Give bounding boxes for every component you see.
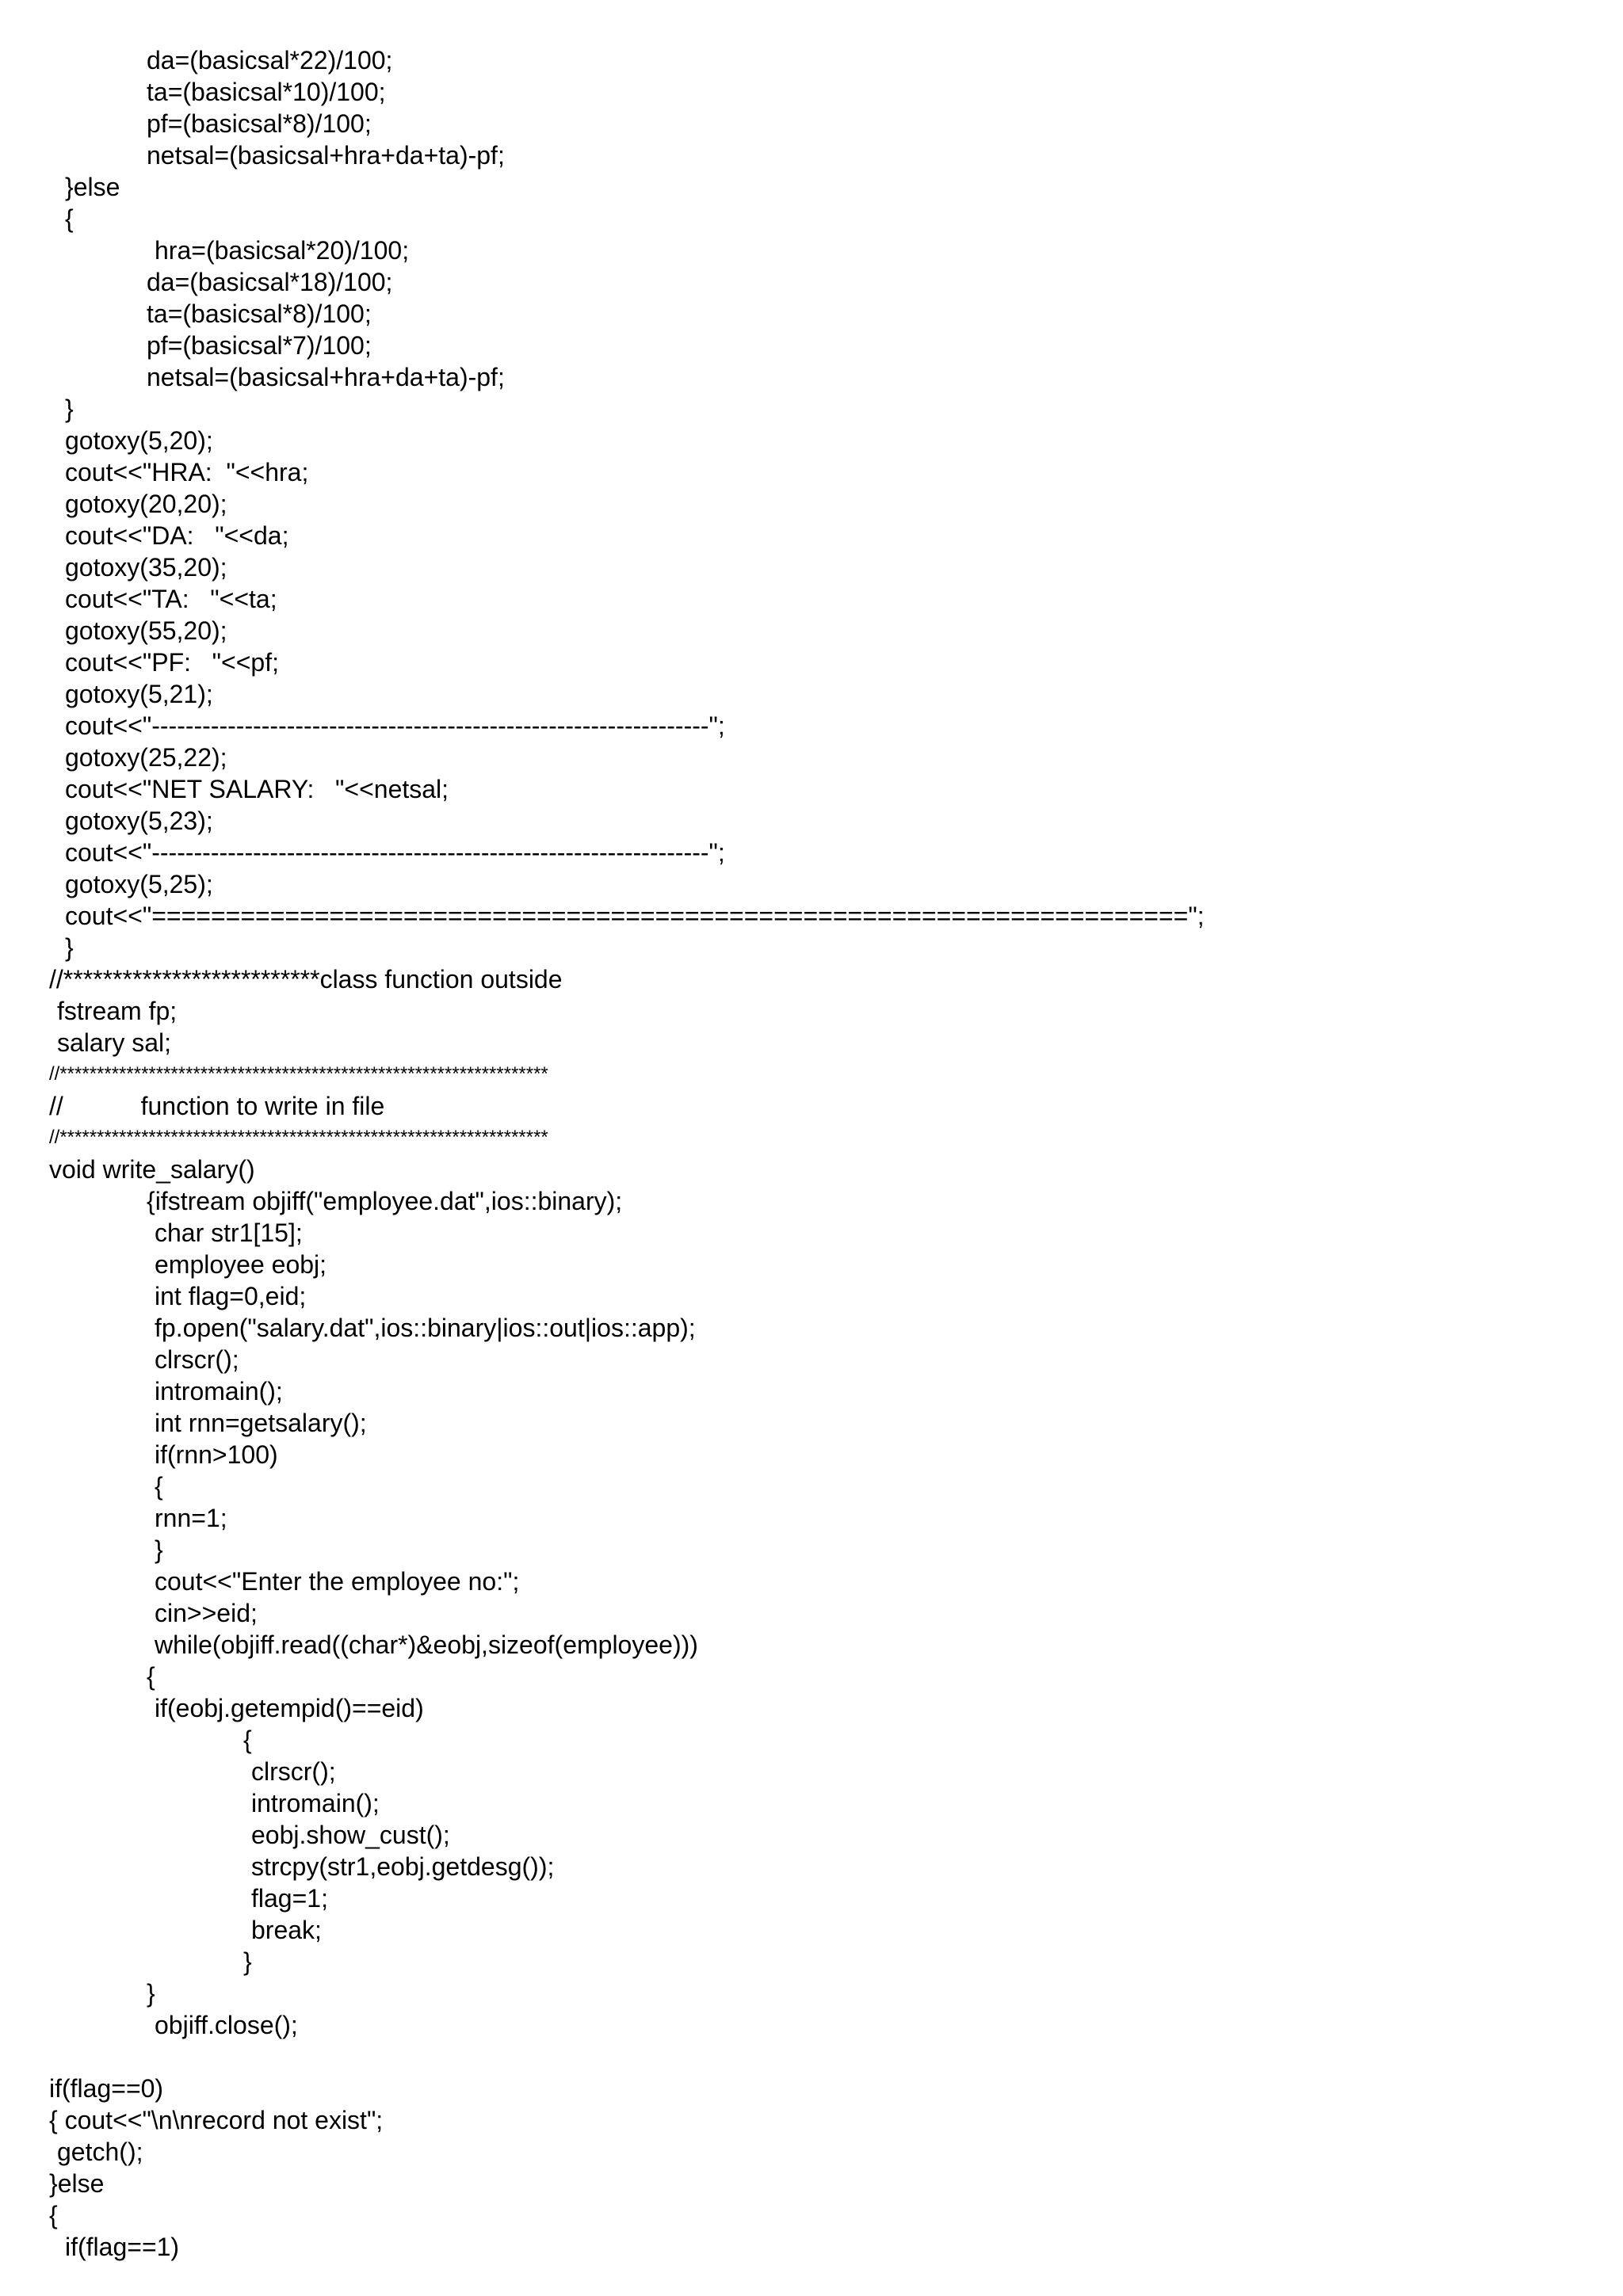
code-line xyxy=(0,1280,1623,1312)
code-text: da=(basicsal*22)/100; xyxy=(147,46,393,74)
code-line xyxy=(0,2231,1623,2263)
code-line xyxy=(0,2073,1623,2104)
code-line xyxy=(0,1312,1623,1344)
code-text: ta=(basicsal*8)/100; xyxy=(147,299,372,328)
code-line xyxy=(0,837,1623,868)
code-text: employee eobj; xyxy=(155,1250,327,1279)
code-text: pf=(basicsal*8)/100; xyxy=(147,109,372,138)
code-text: // function to write in file xyxy=(49,1092,385,1120)
code-line xyxy=(0,710,1623,742)
code-line xyxy=(0,139,1623,171)
code-text: clrscr(); xyxy=(251,1757,336,1786)
code-line xyxy=(0,488,1623,520)
code-text: cout<<"PF: "<<pf; xyxy=(65,648,279,677)
code-text: } xyxy=(65,933,74,962)
code-text: rnn=1; xyxy=(155,1504,227,1532)
code-text: intromain(); xyxy=(251,1789,380,1817)
code-line xyxy=(0,1217,1623,1249)
code-text: clrscr(); xyxy=(155,1345,239,1374)
code-line xyxy=(0,425,1623,456)
code-text: { xyxy=(65,204,74,233)
code-line xyxy=(0,1882,1623,1914)
code-text: netsal=(basicsal+hra+da+ta)-pf; xyxy=(147,141,505,170)
code-text: gotoxy(5,25); xyxy=(65,870,213,898)
code-line xyxy=(0,1185,1623,1217)
code-text: } xyxy=(155,1535,163,1564)
code-text: getch(); xyxy=(57,2138,143,2166)
code-text: gotoxy(5,20); xyxy=(65,426,213,455)
code-text: gotoxy(5,23); xyxy=(65,807,213,835)
code-line xyxy=(0,1724,1623,1756)
code-text: int rnn=getsalary(); xyxy=(155,1409,367,1437)
code-text: gotoxy(55,20); xyxy=(65,616,227,645)
code-line xyxy=(0,330,1623,361)
code-line xyxy=(0,1502,1623,1534)
code-line xyxy=(0,646,1623,678)
code-line xyxy=(0,1407,1623,1439)
code-text: pf=(basicsal*7)/100; xyxy=(147,331,372,360)
code-text: break; xyxy=(251,1916,322,1944)
code-text: netsal=(basicsal+hra+da+ta)-pf; xyxy=(147,363,505,391)
code-text: } xyxy=(243,1947,252,1976)
code-line xyxy=(0,773,1623,805)
code-line xyxy=(0,1756,1623,1787)
code-line xyxy=(0,1154,1623,1185)
code-text: flag=1; xyxy=(251,1884,328,1913)
code-line xyxy=(0,235,1623,266)
code-text: gotoxy(20,20); xyxy=(65,490,227,518)
code-text: { xyxy=(147,1662,155,1691)
code-line xyxy=(0,1249,1623,1280)
code-line xyxy=(0,551,1623,583)
code-text: cout<<"======================================================================"; xyxy=(65,902,1205,930)
code-line xyxy=(0,266,1623,298)
code-text: hra=(basicsal*20)/100; xyxy=(155,236,410,265)
code-document xyxy=(0,44,1623,2263)
code-text: if(eobj.getempid()==eid) xyxy=(155,1694,424,1722)
code-line xyxy=(0,1629,1623,1661)
code-text: { cout<<"\n\nrecord not exist"; xyxy=(49,2106,384,2134)
code-text: //****************************************************************** xyxy=(49,1063,548,1085)
code-text: char str1[15]; xyxy=(155,1219,303,1247)
code-text: cout<<"------------------------------------------------------------------"; xyxy=(65,711,725,740)
code-text: { xyxy=(49,2201,58,2229)
code-line xyxy=(0,583,1623,615)
code-line xyxy=(0,963,1623,995)
code-line xyxy=(0,1787,1623,1819)
code-text: gotoxy(5,21); xyxy=(65,680,213,708)
code-line xyxy=(0,1090,1623,1122)
code-line xyxy=(0,1122,1623,1154)
code-text: strcpy(str1,eobj.getdesg()); xyxy=(251,1852,555,1881)
code-text: //****************************************************************** xyxy=(49,1127,548,1148)
code-text: void write_salary() xyxy=(49,1155,255,1184)
code-line xyxy=(0,76,1623,108)
code-line xyxy=(0,1439,1623,1470)
code-line xyxy=(0,2104,1623,2136)
code-line xyxy=(0,805,1623,837)
code-line xyxy=(0,932,1623,963)
code-text: objiff.close(); xyxy=(155,2011,298,2039)
code-line xyxy=(0,1534,1623,1566)
code-text: ta=(basicsal*10)/100; xyxy=(147,78,386,106)
code-line xyxy=(0,868,1623,900)
code-line xyxy=(0,1375,1623,1407)
code-line xyxy=(0,393,1623,425)
code-line xyxy=(0,742,1623,773)
code-text: fp.open("salary.dat",ios::binary|ios::out|ios::app); xyxy=(155,1314,696,1342)
code-line xyxy=(0,1566,1623,1597)
code-line xyxy=(0,2199,1623,2231)
code-line xyxy=(0,615,1623,646)
code-text: { xyxy=(155,1472,163,1501)
code-line xyxy=(0,1027,1623,1058)
code-line xyxy=(0,298,1623,330)
code-text: } xyxy=(147,1979,155,2008)
code-text: cout<<"DA: "<<da; xyxy=(65,521,289,550)
code-text: cout<<"TA: "<<ta; xyxy=(65,585,277,613)
code-line xyxy=(0,44,1623,76)
code-line xyxy=(0,1914,1623,1946)
code-line xyxy=(0,1058,1623,1090)
code-text: cout<<"------------------------------------------------------------------"; xyxy=(65,838,725,867)
code-text: int flag=0,eid; xyxy=(155,1282,307,1310)
blank-line xyxy=(0,2041,1623,2073)
code-line xyxy=(0,1344,1623,1375)
code-line xyxy=(0,995,1623,1027)
code-line xyxy=(0,520,1623,551)
code-line xyxy=(0,203,1623,235)
code-line xyxy=(0,1597,1623,1629)
code-line xyxy=(0,2168,1623,2199)
code-text: } xyxy=(65,395,74,423)
code-line xyxy=(0,1470,1623,1502)
code-text: fstream fp; xyxy=(57,997,178,1025)
code-line xyxy=(0,1978,1623,2009)
code-text: salary sal; xyxy=(57,1028,172,1057)
code-line xyxy=(0,456,1623,488)
code-text: intromain(); xyxy=(155,1377,283,1405)
code-text: if(flag==1) xyxy=(65,2233,180,2261)
code-text: cout<<"HRA: "<<hra; xyxy=(65,458,309,486)
code-text: while(objiff.read((char*)&eobj,sizeof(employee))) xyxy=(155,1630,698,1659)
code-line xyxy=(0,1819,1623,1851)
code-line xyxy=(0,2009,1623,2041)
code-text: eobj.show_cust(); xyxy=(251,1821,450,1849)
code-text: if(rnn>100) xyxy=(155,1440,278,1469)
code-text: cout<<"NET SALARY: "<<netsal; xyxy=(65,775,449,803)
code-text: gotoxy(25,22); xyxy=(65,743,227,772)
code-line xyxy=(0,1692,1623,1724)
code-line xyxy=(0,1661,1623,1692)
code-text: if(flag==0) xyxy=(49,2074,164,2103)
code-line xyxy=(0,1851,1623,1882)
code-line xyxy=(0,678,1623,710)
code-text: gotoxy(35,20); xyxy=(65,553,227,582)
code-line xyxy=(0,361,1623,393)
code-text: cin>>eid; xyxy=(155,1599,258,1627)
code-line xyxy=(0,900,1623,932)
code-line xyxy=(0,108,1623,139)
code-text: { xyxy=(243,1726,252,1754)
code-text: }else xyxy=(49,2169,105,2198)
code-text: }else xyxy=(65,173,120,201)
code-text: //**************************class function outside xyxy=(49,965,563,994)
code-text: {ifstream objiff("employee.dat",ios::binary); xyxy=(147,1187,623,1215)
code-line xyxy=(0,2136,1623,2168)
code-line xyxy=(0,1946,1623,1978)
code-text: da=(basicsal*18)/100; xyxy=(147,268,393,296)
code-line xyxy=(0,171,1623,203)
code-text: cout<<"Enter the employee no:"; xyxy=(155,1567,520,1596)
